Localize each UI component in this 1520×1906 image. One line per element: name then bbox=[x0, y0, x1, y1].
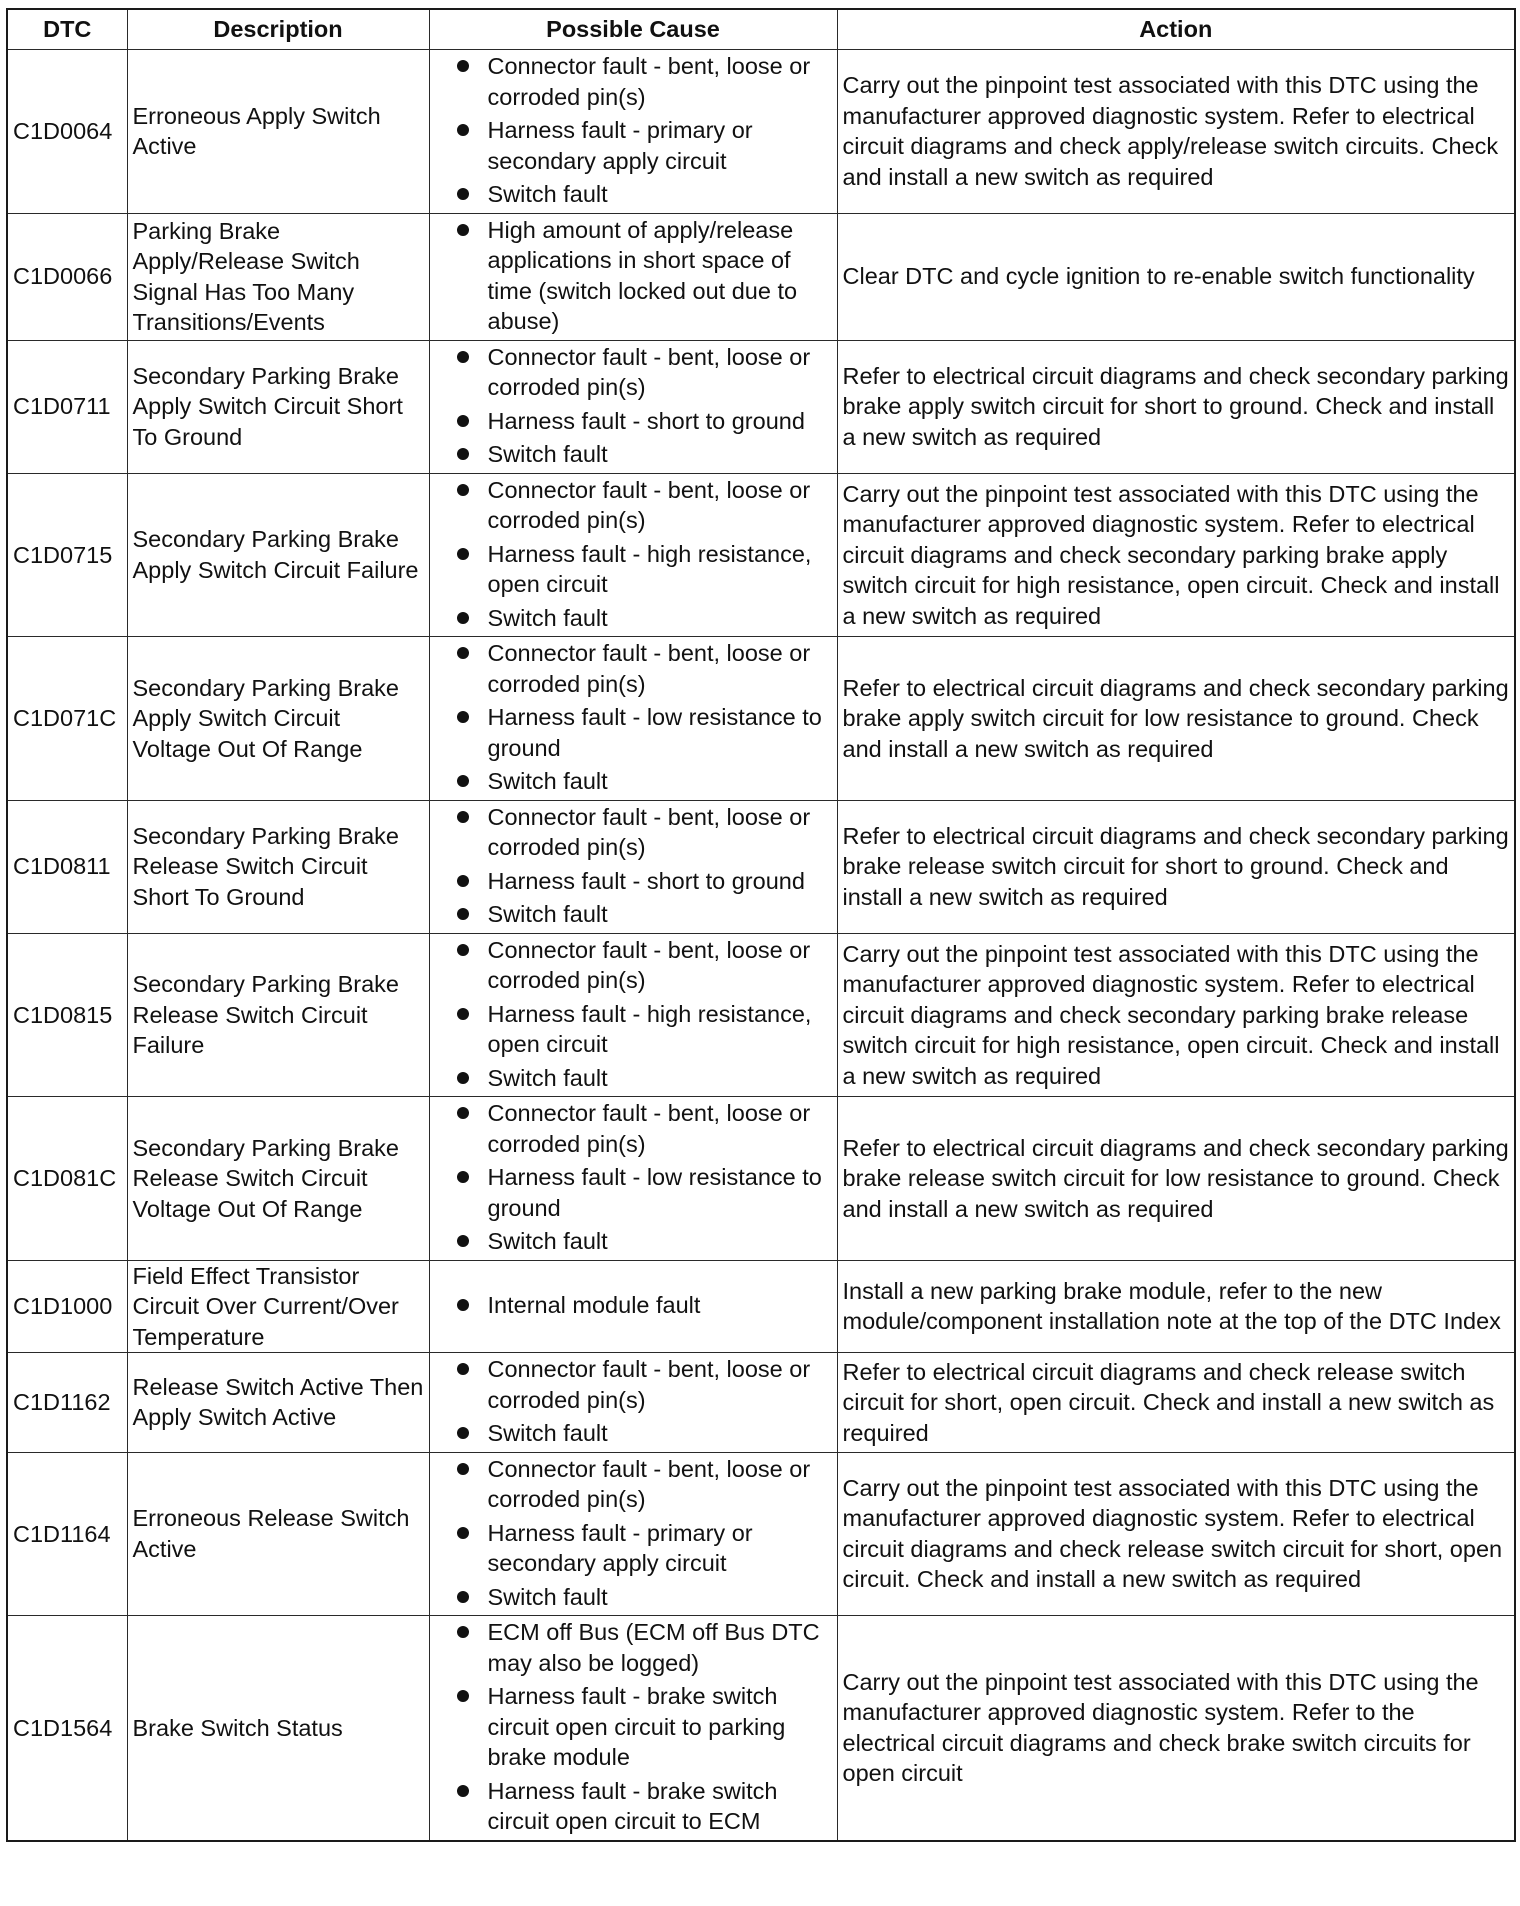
possible-cause-text: Connector fault - bent, loose or corroded pin(s) bbox=[487, 1356, 811, 1413]
bullet-icon bbox=[457, 1171, 469, 1183]
header-possible-cause: Possible Cause bbox=[429, 9, 837, 50]
header-dtc: DTC bbox=[7, 9, 127, 50]
bullet-icon bbox=[457, 908, 469, 920]
dtc-action: Install a new parking brake module, refer to the new module/component installation note at the top of the DTC Index bbox=[837, 1260, 1515, 1353]
list-item bbox=[435, 866, 832, 897]
bullet-icon bbox=[457, 1427, 469, 1439]
possible-cause-list bbox=[435, 1354, 832, 1449]
bullet-icon bbox=[457, 1072, 469, 1084]
dtc-table bbox=[6, 8, 1516, 1842]
table-body bbox=[7, 50, 1515, 1841]
dtc-code: C1D0811 bbox=[7, 800, 127, 933]
possible-cause-cell bbox=[429, 1353, 837, 1453]
dtc-description: Secondary Parking Brake Release Switch Circuit Voltage Out Of Range bbox=[127, 1097, 429, 1261]
possible-cause-list bbox=[435, 51, 832, 210]
dtc-action: Carry out the pinpoint test associated with this DTC using the manufacturer approved diagnostic system. Refer to the electrical circuit diagrams and check brake switch circuits for open circuit bbox=[837, 1616, 1515, 1841]
possible-cause-cell bbox=[429, 800, 837, 933]
bullet-icon bbox=[457, 811, 469, 823]
list-item bbox=[435, 1617, 832, 1678]
list-item bbox=[435, 215, 832, 337]
possible-cause-cell bbox=[429, 213, 837, 340]
list-item bbox=[435, 115, 832, 176]
table-row bbox=[7, 1452, 1515, 1616]
possible-cause-text: Switch fault bbox=[487, 441, 608, 467]
possible-cause-cell bbox=[429, 340, 837, 473]
bullet-icon bbox=[457, 188, 469, 200]
dtc-code: C1D0815 bbox=[7, 933, 127, 1097]
possible-cause-text: Harness fault - short to ground bbox=[487, 867, 805, 894]
dtc-action: Carry out the pinpoint test associated with this DTC using the manufacturer approved diagnostic system. Refer to electrical circuit diagrams and check release switch circuit for short, open circuit. Check and install a new switch as required bbox=[837, 1452, 1515, 1616]
bullet-icon bbox=[457, 1527, 469, 1539]
dtc-action: Carry out the pinpoint test associated with this DTC using the manufacturer approved diagnostic system. Refer to electrical circuit diagrams and check secondary parking brake apply switch circuit for high resistance, open circuit. Check and install a new switch as required bbox=[837, 473, 1515, 637]
list-item bbox=[435, 1354, 832, 1415]
list-item bbox=[435, 935, 832, 996]
list-item bbox=[435, 1162, 832, 1223]
dtc-action: Clear DTC and cycle ignition to re-enable switch functionality bbox=[837, 213, 1515, 340]
possible-cause-text: Switch fault bbox=[487, 1064, 608, 1091]
dtc-action: Refer to electrical circuit diagrams and check secondary parking brake release switch circuit for low resistance to ground. Check and install a new switch as required bbox=[837, 1097, 1515, 1261]
list-item bbox=[435, 406, 832, 437]
dtc-code: C1D071C bbox=[7, 637, 127, 801]
bullet-icon bbox=[457, 415, 469, 427]
possible-cause-text: Harness fault - short to ground bbox=[487, 407, 805, 434]
bullet-icon bbox=[457, 1591, 469, 1603]
dtc-description: Brake Switch Status bbox=[127, 1616, 429, 1841]
table-row bbox=[7, 340, 1515, 473]
possible-cause-text: Connector fault - bent, loose or corroded pin(s) bbox=[487, 640, 811, 697]
bullet-icon bbox=[457, 1008, 469, 1020]
bullet-icon bbox=[457, 124, 469, 136]
bullet-icon bbox=[457, 1235, 469, 1247]
list-item bbox=[435, 702, 832, 763]
table-row bbox=[7, 637, 1515, 801]
possible-cause-text: Switch fault bbox=[487, 1583, 608, 1610]
possible-cause-list bbox=[435, 1290, 832, 1321]
list-item bbox=[435, 638, 832, 699]
list-item bbox=[435, 1063, 832, 1094]
list-item bbox=[435, 1098, 832, 1159]
bullet-icon bbox=[457, 224, 469, 236]
dtc-table-container bbox=[6, 8, 1514, 1842]
bullet-icon bbox=[457, 647, 469, 659]
bullet-icon bbox=[457, 548, 469, 560]
table-row bbox=[7, 800, 1515, 933]
dtc-description: Field Effect Transistor Circuit Over Current/Over Temperature bbox=[127, 1260, 429, 1353]
list-item bbox=[435, 1418, 832, 1449]
dtc-action: Refer to electrical circuit diagrams and check secondary parking brake apply switch circuit for low resistance to ground. Check and install a new switch as required bbox=[837, 637, 1515, 801]
dtc-action: Refer to electrical circuit diagrams and check secondary parking brake release switch circuit for short to ground. Check and install a new switch as required bbox=[837, 800, 1515, 933]
possible-cause-cell bbox=[429, 1616, 837, 1841]
list-item bbox=[435, 539, 832, 600]
list-item bbox=[435, 51, 832, 112]
list-item bbox=[435, 1226, 832, 1257]
list-item bbox=[435, 342, 832, 403]
dtc-description: Secondary Parking Brake Apply Switch Circuit Failure bbox=[127, 473, 429, 637]
bullet-icon bbox=[457, 1626, 469, 1638]
possible-cause-text: Switch fault bbox=[487, 768, 608, 794]
bullet-icon bbox=[457, 484, 469, 496]
possible-cause-text: Switch fault bbox=[487, 1228, 608, 1254]
bullet-icon bbox=[457, 875, 469, 887]
bullet-icon bbox=[457, 1785, 469, 1797]
possible-cause-text: Connector fault - bent, loose or corroded pin(s) bbox=[487, 1100, 811, 1157]
dtc-code: C1D0066 bbox=[7, 213, 127, 340]
possible-cause-text: Harness fault - low resistance to ground bbox=[487, 704, 822, 761]
possible-cause-text: Connector fault - bent, loose or corroded pin(s) bbox=[487, 803, 811, 860]
list-item bbox=[435, 1454, 832, 1515]
table-row bbox=[7, 50, 1515, 214]
bullet-icon bbox=[457, 1299, 469, 1311]
list-item bbox=[435, 1582, 832, 1613]
list-item bbox=[435, 899, 832, 930]
table-header-row bbox=[7, 9, 1515, 50]
possible-cause-text: Connector fault - bent, loose or corroded pin(s) bbox=[487, 53, 811, 110]
header-description: Description bbox=[127, 9, 429, 50]
possible-cause-text: Switch fault bbox=[487, 1420, 608, 1446]
possible-cause-text: Internal module fault bbox=[487, 1292, 701, 1318]
possible-cause-list bbox=[435, 1617, 832, 1837]
bullet-icon bbox=[457, 711, 469, 723]
table-row bbox=[7, 213, 1515, 340]
possible-cause-text: High amount of apply/release applications in short space of time (switch locked out due to abuse) bbox=[487, 216, 798, 334]
list-item bbox=[435, 475, 832, 536]
possible-cause-text: Harness fault - brake switch circuit open circuit to parking brake module bbox=[487, 1683, 786, 1770]
dtc-description: Secondary Parking Brake Apply Switch Circuit Short To Ground bbox=[127, 340, 429, 473]
possible-cause-list bbox=[435, 215, 832, 337]
dtc-description: Release Switch Active Then Apply Switch Active bbox=[127, 1353, 429, 1453]
possible-cause-list bbox=[435, 1098, 832, 1257]
list-item bbox=[435, 802, 832, 863]
table-row bbox=[7, 1616, 1515, 1841]
possible-cause-list bbox=[435, 1454, 832, 1613]
possible-cause-text: Harness fault - low resistance to ground bbox=[487, 1164, 822, 1221]
possible-cause-text: Switch fault bbox=[487, 901, 608, 927]
possible-cause-text: Connector fault - bent, loose or corroded pin(s) bbox=[487, 1455, 811, 1512]
table-row bbox=[7, 1097, 1515, 1261]
bullet-icon bbox=[457, 60, 469, 72]
dtc-action: Carry out the pinpoint test associated with this DTC using the manufacturer approved diagnostic system. Refer to electrical circuit diagrams and check apply/release switch circuits. Check and install a new switch as required bbox=[837, 50, 1515, 214]
possible-cause-text: Connector fault - bent, loose or corroded pin(s) bbox=[487, 343, 811, 400]
dtc-description: Secondary Parking Brake Release Switch Circuit Short To Ground bbox=[127, 800, 429, 933]
possible-cause-text: Connector fault - bent, loose or corroded pin(s) bbox=[487, 476, 811, 533]
dtc-description: Erroneous Release Switch Active bbox=[127, 1452, 429, 1616]
list-item bbox=[435, 1518, 832, 1579]
dtc-code: C1D0711 bbox=[7, 340, 127, 473]
bullet-icon bbox=[457, 612, 469, 624]
table-row bbox=[7, 1260, 1515, 1353]
possible-cause-text: Switch fault bbox=[487, 181, 608, 207]
bullet-icon bbox=[457, 944, 469, 956]
possible-cause-list bbox=[435, 638, 832, 797]
possible-cause-list bbox=[435, 935, 832, 1094]
table-row bbox=[7, 473, 1515, 637]
table-row bbox=[7, 1353, 1515, 1453]
possible-cause-text: Harness fault - high resistance, open circuit bbox=[487, 540, 812, 597]
dtc-description: Parking Brake Apply/Release Switch Signal Has Too Many Transitions/Events bbox=[127, 213, 429, 340]
list-item bbox=[435, 603, 832, 634]
dtc-code: C1D1162 bbox=[7, 1353, 127, 1453]
bullet-icon bbox=[457, 448, 469, 460]
possible-cause-text: ECM off Bus (ECM off Bus DTC may also be logged) bbox=[487, 1619, 820, 1676]
list-item bbox=[435, 1776, 832, 1837]
dtc-code: C1D0715 bbox=[7, 473, 127, 637]
dtc-code: C1D1564 bbox=[7, 1616, 127, 1841]
dtc-action: Refer to electrical circuit diagrams and check release switch circuit for short, open circuit. Check and install a new switch as required bbox=[837, 1353, 1515, 1453]
possible-cause-text: Harness fault - primary or secondary apply circuit bbox=[487, 1519, 753, 1576]
dtc-description: Secondary Parking Brake Apply Switch Circuit Voltage Out Of Range bbox=[127, 637, 429, 801]
bullet-icon bbox=[457, 1690, 469, 1702]
possible-cause-text: Harness fault - brake switch circuit open circuit to ECM bbox=[487, 1777, 778, 1834]
bullet-icon bbox=[457, 1107, 469, 1119]
dtc-action: Carry out the pinpoint test associated with this DTC using the manufacturer approved diagnostic system. Refer to electrical circuit diagrams and check secondary parking brake release switch circuit for high resistance, open circuit. Check and install a new switch as required bbox=[837, 933, 1515, 1097]
bullet-icon bbox=[457, 1363, 469, 1375]
bullet-icon bbox=[457, 775, 469, 787]
possible-cause-cell bbox=[429, 933, 837, 1097]
dtc-action: Refer to electrical circuit diagrams and check secondary parking brake apply switch circuit for short to ground. Check and install a new switch as required bbox=[837, 340, 1515, 473]
possible-cause-cell bbox=[429, 473, 837, 637]
possible-cause-text: Switch fault bbox=[487, 604, 608, 631]
list-item bbox=[435, 439, 832, 470]
possible-cause-text: Harness fault - high resistance, open circuit bbox=[487, 1000, 812, 1057]
list-item bbox=[435, 1681, 832, 1773]
dtc-code: C1D081C bbox=[7, 1097, 127, 1261]
list-item bbox=[435, 766, 832, 797]
table-row bbox=[7, 933, 1515, 1097]
list-item bbox=[435, 999, 832, 1060]
possible-cause-text: Harness fault - primary or secondary apply circuit bbox=[487, 117, 753, 174]
dtc-description: Secondary Parking Brake Release Switch Circuit Failure bbox=[127, 933, 429, 1097]
possible-cause-cell bbox=[429, 1452, 837, 1616]
possible-cause-list bbox=[435, 802, 832, 930]
possible-cause-cell bbox=[429, 637, 837, 801]
possible-cause-cell bbox=[429, 1260, 837, 1353]
bullet-icon bbox=[457, 351, 469, 363]
possible-cause-list bbox=[435, 475, 832, 634]
possible-cause-cell bbox=[429, 1097, 837, 1261]
dtc-code: C1D1164 bbox=[7, 1452, 127, 1616]
bullet-icon bbox=[457, 1463, 469, 1475]
list-item bbox=[435, 1290, 832, 1321]
possible-cause-cell bbox=[429, 50, 837, 214]
header-action: Action bbox=[837, 9, 1515, 50]
dtc-description: Erroneous Apply Switch Active bbox=[127, 50, 429, 214]
list-item bbox=[435, 179, 832, 210]
dtc-code: C1D0064 bbox=[7, 50, 127, 214]
dtc-code: C1D1000 bbox=[7, 1260, 127, 1353]
possible-cause-list bbox=[435, 342, 832, 470]
possible-cause-text: Connector fault - bent, loose or corroded pin(s) bbox=[487, 936, 811, 993]
